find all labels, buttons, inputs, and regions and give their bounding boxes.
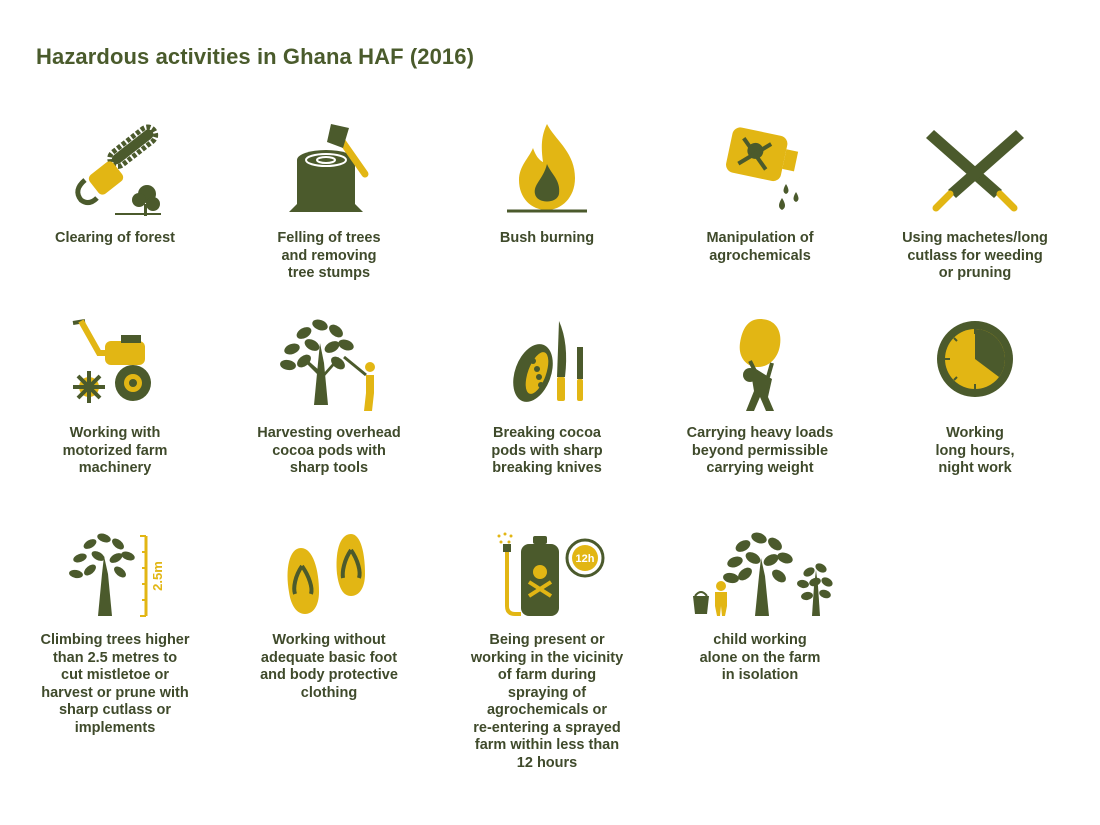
item-label: Carrying heavy loads beyond permissible carrying weight: [686, 425, 834, 476]
item-label: Breaking cocoa pods with sharp breaking knives: [491, 425, 603, 476]
chainsaw-icon: [65, 118, 165, 218]
axe-stump-icon: [279, 118, 379, 218]
item-machetes: [880, 118, 1070, 283]
farm-machine-icon: [65, 313, 165, 413]
height-mark-label: 2.5m: [150, 561, 165, 591]
harvesting-icon: [274, 313, 384, 413]
item-clearing-forest: [20, 118, 210, 248]
item-protective-clothing: [234, 530, 424, 702]
clock-icon: [925, 313, 1025, 413]
child-alone-icon: [685, 530, 835, 620]
crossed-machetes-icon: [920, 118, 1030, 218]
poison-bottle-icon: [710, 118, 810, 218]
fire-icon: [497, 118, 597, 218]
item-agrochemicals: [665, 118, 855, 265]
item-spraying: [452, 530, 642, 772]
item-harvesting: [234, 313, 424, 478]
item-label: Clearing of forest: [54, 230, 176, 246]
item-label: Being present or working in the vicinity of farm during spraying of agrochemicals or re-entering a sprayed farm within less than 12 hours: [470, 632, 624, 771]
item-label: Working long hours, night work: [935, 425, 1015, 476]
item-label: Felling of trees and removing tree stumps: [277, 230, 381, 281]
hours-mark-label: 12h: [575, 553, 595, 565]
item-label: child working alone on the farm in isolation: [699, 632, 821, 683]
page-title: Hazardous activities in Ghana HAF (2016): [36, 44, 475, 69]
item-label: Climbing trees higher than 2.5 metres to cut mistletoe or harvest or prune with sharp cutlass or implements: [40, 632, 190, 736]
tree-height-icon: [60, 530, 170, 620]
item-label: Using machetes/long cutlass for weeding or pruning: [902, 230, 1048, 281]
item-long-hours: [880, 313, 1070, 478]
item-label: Working with motorized farm machinery: [62, 425, 168, 476]
item-climbing-trees: [20, 530, 210, 737]
cocoa-knives-icon: [497, 313, 597, 413]
heavy-load-icon: [710, 313, 810, 413]
item-label: Working without adequate basic foot and body protective clothing: [260, 632, 398, 701]
item-farm-machinery: [20, 313, 210, 478]
item-bush-burning: [452, 118, 642, 248]
item-cocoa-pods: [452, 313, 642, 478]
item-label: Harvesting overhead cocoa pods with sharp tools: [257, 425, 401, 476]
item-label: Manipulation of agrochemicals: [706, 230, 814, 264]
item-label: Bush burning: [499, 230, 595, 246]
item-child-alone: [665, 530, 855, 685]
item-felling-trees: [234, 118, 424, 283]
sprayer-icon: [487, 530, 607, 620]
sandals-icon: [279, 530, 379, 620]
item-heavy-loads: [665, 313, 855, 478]
